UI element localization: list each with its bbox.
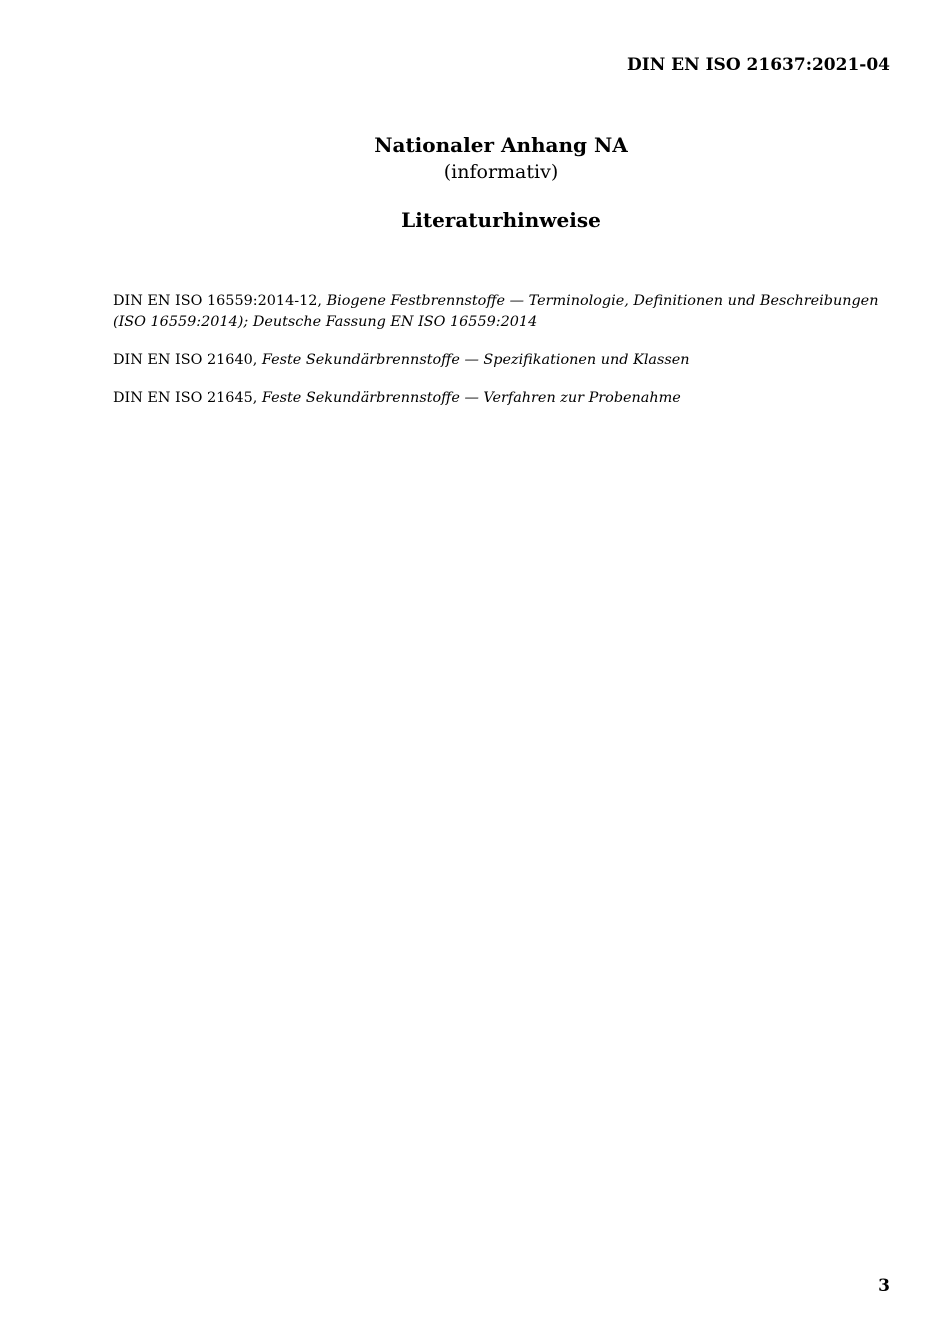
- reference-designation: DIN EN ISO 21640,: [113, 352, 262, 368]
- page-number: 3: [878, 1276, 890, 1296]
- section-title: Literaturhinweise: [401, 208, 601, 232]
- annex-subtitle: (informativ): [443, 161, 559, 183]
- reference-list: [113, 291, 893, 426]
- reference-designation: DIN EN ISO 21645,: [113, 390, 262, 406]
- document-id: DIN EN ISO 21637:2021-04: [627, 55, 890, 75]
- annex-title: Nationaler Anhang NA: [374, 133, 628, 157]
- annex-heading: [0, 131, 950, 185]
- reference-item: [113, 350, 893, 371]
- reference-title: Feste Sekundärbrennstoffe — Spezifikationen und Klassen: [261, 352, 690, 368]
- reference-title: Biogene Festbrennstoffe — Terminologie, Definitionen und Beschreibungen (ISO 16559:2014); Deutsche Fassung EN ISO 16559:2014: [113, 293, 879, 330]
- reference-item: [113, 388, 893, 409]
- reference-title: Feste Sekundärbrennstoffe — Verfahren zur Probenahme: [261, 390, 681, 406]
- reference-designation: DIN EN ISO 16559:2014-12,: [113, 293, 327, 309]
- reference-item: [113, 291, 893, 333]
